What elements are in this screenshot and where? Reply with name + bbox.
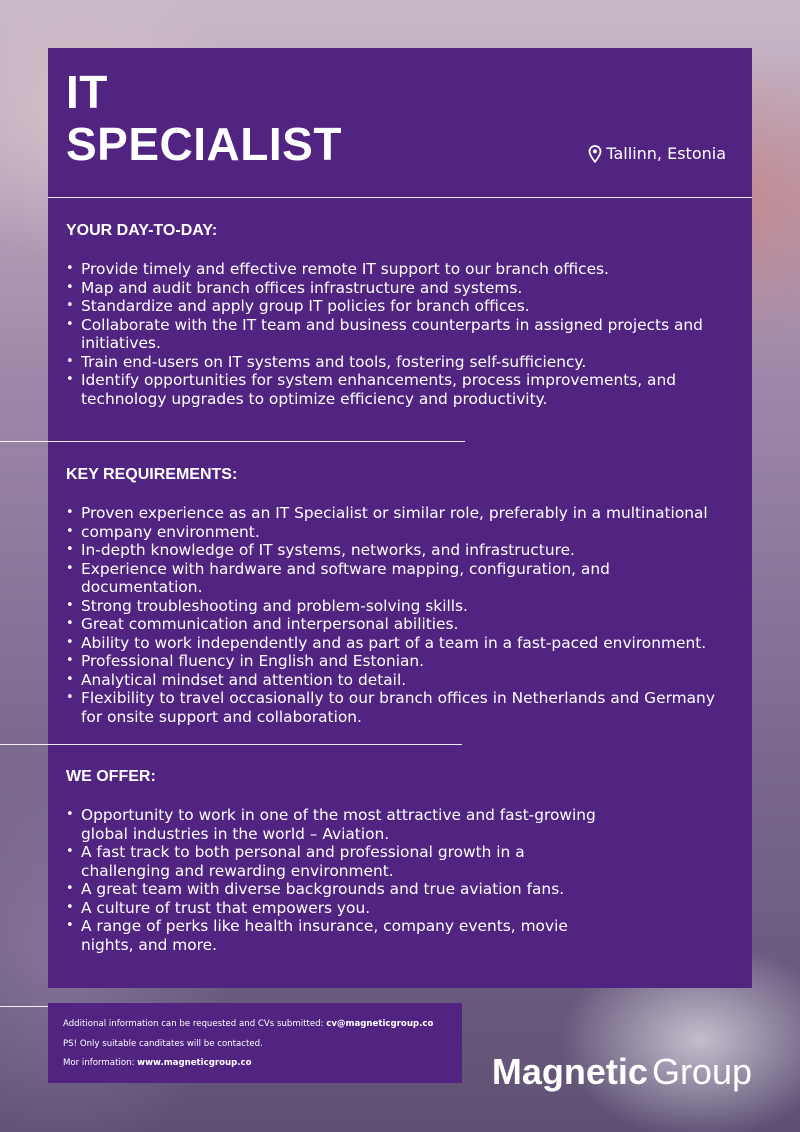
contact-footer: [48, 1003, 462, 1083]
offer-item: • A culture of trust that empowers you.: [66, 899, 606, 918]
divider-header: [48, 197, 752, 198]
day-to-day-item: • Map and audit branch offices infrastructure and systems.: [66, 279, 726, 298]
day-to-day-item: • Identify opportunities for system enhancements, process improvements, and technology upgrades to optimize efficiency and productivity.: [66, 371, 726, 408]
contact-info-line: Additional information can be requested and CVs submitted: cv@magneticgroup.co: [63, 1019, 434, 1029]
day-to-day-list: [66, 260, 726, 408]
job-title-line1: IT: [66, 66, 108, 118]
requirement-item: • Strong troubleshooting and problem-solving skills.: [66, 597, 726, 616]
day-to-day-item: • Provide timely and effective remote IT support to our branch offices.: [66, 260, 726, 279]
requirements-list: [66, 504, 726, 726]
divider-day-to-day: [0, 441, 465, 442]
logo-light-text: Group: [651, 1051, 752, 1092]
requirement-item: • Experience with hardware and software mapping, configuration, and documentation.: [66, 560, 726, 597]
section-heading-offer: WE OFFER:: [66, 768, 156, 785]
contact-email[interactable]: cv@magneticgroup.co: [326, 1019, 434, 1029]
requirement-item: • Proven experience as an IT Specialist or similar role, preferably in a multinational: [66, 504, 726, 523]
job-location: [588, 144, 726, 163]
offer-item: • A fast track to both personal and professional growth in a challenging and rewarding environment.: [66, 843, 606, 880]
logo-strong-text: Magnetic: [491, 1051, 648, 1092]
day-to-day-item: • Collaborate with the IT team and business counterparts in assigned projects and initiatives.: [66, 316, 726, 353]
offer-list: [66, 806, 606, 954]
job-title: [66, 66, 342, 170]
map-pin-icon: [588, 145, 602, 163]
day-to-day-item: • Train end-users on IT systems and tools, fostering self-sufficiency.: [66, 353, 726, 372]
requirement-item: • company environment.: [66, 523, 726, 542]
location-text: Tallinn, Estonia: [606, 144, 726, 163]
requirement-item: • Flexibility to travel occasionally to our branch offices in Netherlands and Germany for onsite support and collaboration.: [66, 689, 726, 726]
day-to-day-item: • Standardize and apply group IT policies for branch offices.: [66, 297, 726, 316]
magnetic-group-logo: [492, 1052, 752, 1092]
job-title-line2: SPECIALIST: [66, 118, 342, 170]
ps-note: PS! Only suitable canditates will be contacted.: [63, 1039, 263, 1049]
requirement-item: • Analytical mindset and attention to detail.: [66, 671, 726, 690]
requirement-item: • Professional fluency in English and Estonian.: [66, 652, 726, 671]
website-link[interactable]: www.magneticgroup.co: [137, 1058, 252, 1068]
offer-item: • A range of perks like health insurance, company events, movie nights, and more.: [66, 917, 606, 954]
section-heading-day-to-day: YOUR DAY-TO-DAY:: [66, 222, 218, 239]
offer-item: • Opportunity to work in one of the most attractive and fast-growing global industries in the world – Aviation.: [66, 806, 606, 843]
more-info-line: Mor information: www.magneticgroup.co: [63, 1058, 252, 1068]
requirement-item: • Ability to work independently and as part of a team in a fast-paced environment.: [66, 634, 726, 653]
requirement-item: • In-depth knowledge of IT systems, networks, and infrastructure.: [66, 541, 726, 560]
requirement-item: • Great communication and interpersonal abilities.: [66, 615, 726, 634]
divider-requirements: [0, 744, 462, 745]
section-heading-requirements: KEY REQUIREMENTS:: [66, 466, 238, 483]
offer-item: • A great team with diverse backgrounds and true aviation fans.: [66, 880, 606, 899]
